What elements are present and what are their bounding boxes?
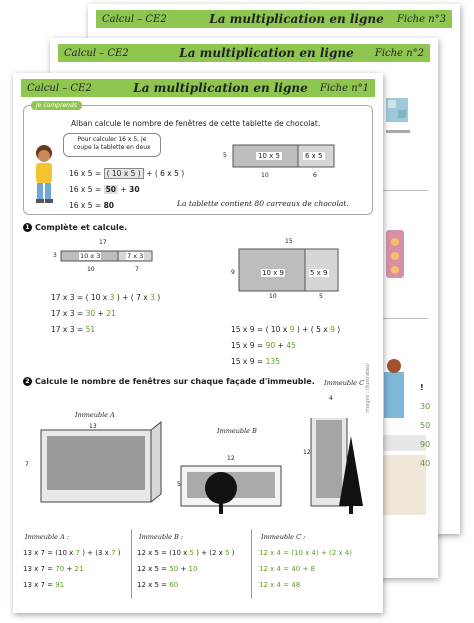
ex1a-left: 10 x 3	[80, 252, 101, 260]
answer: 135	[265, 357, 280, 366]
expr: 80	[103, 201, 115, 210]
boy-illustration	[31, 143, 57, 209]
expr: )	[157, 293, 161, 302]
intro-grid-side: 5	[223, 152, 227, 159]
side-illustrations	[380, 90, 430, 570]
expr-box: 50	[105, 185, 117, 194]
expr: +	[97, 309, 104, 318]
header-left: Calcul – CE2	[27, 82, 92, 94]
expr: +	[180, 565, 187, 573]
answer: 10	[188, 565, 198, 573]
answer: 45	[286, 341, 296, 350]
exercise-1-title	[23, 223, 127, 232]
exercise-number: 1	[23, 223, 32, 232]
expr: +	[66, 565, 73, 573]
answer: 9	[289, 325, 295, 334]
answer: 7	[111, 549, 116, 557]
answer: 5	[225, 549, 230, 557]
expr: +	[120, 185, 127, 194]
answer: 3	[150, 293, 155, 302]
exercise-title-text: Complète et calcule.	[35, 223, 128, 232]
expr: 12 x 4 =	[259, 549, 290, 557]
expr: 16 x 5 =	[69, 185, 102, 194]
expr: 13 x 7 = (10 x	[23, 549, 74, 557]
answer: 51	[85, 325, 96, 334]
ex1a-bottom-right: 7	[135, 266, 139, 273]
expr: )	[337, 325, 341, 334]
side-number: 50	[420, 421, 431, 430]
expr: 12 x 5 = (10 x	[137, 549, 188, 557]
expr: 17 x 3 = ( 10 x	[51, 293, 108, 302]
col-c-title: Immeuble C :	[261, 533, 306, 541]
header-right: Fiche n°3	[396, 13, 446, 25]
answer: 90	[265, 341, 276, 350]
header-title: La multiplication en ligne	[179, 46, 354, 60]
exercise-2-title	[23, 377, 315, 386]
intro-conclusion: La tablette contient 80 carreaux de chocolat.	[177, 199, 349, 208]
intro-line-3	[69, 201, 114, 210]
expr: ) + ( 7 x	[116, 293, 148, 302]
expr: 16 x 5 =	[69, 169, 102, 178]
ex1a-right: 7 x 3	[127, 252, 144, 260]
side-number: 90	[420, 440, 431, 449]
worksheet-front	[13, 73, 383, 613]
col-c-line-2	[259, 565, 315, 573]
header-title: La multiplication en ligne	[209, 12, 384, 26]
expr: 13 x 7 =	[23, 581, 54, 589]
building-c-top: 4	[329, 395, 333, 402]
intro-grid-left: 10 x 5	[258, 152, 280, 160]
side-number: !	[420, 383, 424, 392]
building-b-top: 12	[227, 455, 235, 462]
header-left: Calcul – CE2	[64, 47, 129, 59]
intro-line-2	[69, 185, 140, 194]
speech-bubble-text: Pour calculer 16 x 5, je coupe la tablette en deux	[73, 136, 151, 151]
col-b-line-1	[137, 549, 235, 557]
expr: 12 x 5 =	[137, 565, 168, 573]
expr: 13 x 7 =	[23, 565, 54, 573]
expr: 30	[129, 185, 140, 194]
expr: ) + (2 x	[196, 549, 223, 557]
speech-bubble	[63, 133, 161, 157]
image-credit-text: images : Illustrateur	[365, 362, 371, 413]
answer: (2 x 4)	[329, 549, 353, 557]
header-left: Calcul – CE2	[102, 13, 167, 25]
expr: ) + (3 x	[82, 549, 109, 557]
answer: 70	[55, 565, 65, 573]
column-divider	[131, 529, 132, 599]
answer: +	[320, 549, 327, 557]
column-divider	[251, 529, 252, 599]
building-c-label: Immeuble C	[324, 379, 365, 387]
answer: 60	[169, 581, 179, 589]
expr: 12 x 5 =	[137, 581, 168, 589]
header-middle	[58, 44, 430, 62]
expr: +	[146, 169, 153, 178]
header-title: La multiplication en ligne	[133, 81, 308, 95]
intro-statement: Alban calcule le nombre de fenêtres de cette tablette de chocolat.	[71, 119, 321, 128]
side-number: 30	[420, 402, 431, 411]
intro-badge	[31, 101, 82, 110]
expr: 15 x 9 =	[231, 357, 264, 366]
answer: 21	[106, 309, 116, 318]
intro-chocolate-grid	[223, 143, 338, 183]
col-b-title: Immeuble B :	[139, 533, 184, 541]
exercise-title-text: Calcule le nombre de fenêtres sur chaque façade d'immeuble.	[35, 377, 315, 386]
exercise-number: 2	[23, 377, 32, 386]
expr: 15 x 9 = ( 10 x	[231, 325, 288, 334]
answer: 3	[109, 293, 115, 302]
answer: 91	[55, 581, 65, 589]
building-b-label: Immeuble B	[217, 427, 257, 435]
ex1b-line-2	[231, 341, 296, 350]
expr: +	[277, 341, 284, 350]
answer: (10 x 4)	[291, 549, 319, 557]
answer: +	[302, 565, 309, 573]
answer: 8	[310, 565, 316, 573]
intro-grid-right: 6 x 5	[305, 152, 323, 160]
col-c-line-1	[259, 549, 352, 557]
ex1b-side: 9	[231, 269, 235, 276]
ex1a-bottom-left: 10	[87, 266, 95, 273]
ex1a-side: 3	[53, 252, 57, 259]
answer: 5	[189, 549, 194, 557]
building-b-side: 5	[177, 481, 181, 488]
expr: 15 x 9 =	[231, 341, 264, 350]
ex1a-line-1	[51, 293, 160, 302]
header-right: Fiche n°2	[374, 47, 424, 59]
building-a-top: 13	[89, 423, 97, 430]
answer: 30	[85, 309, 96, 318]
header-back	[96, 10, 452, 28]
expr: )	[117, 549, 121, 557]
answer: 50	[169, 565, 179, 573]
building-c-side: 12	[303, 449, 311, 456]
answer: 9	[330, 325, 335, 334]
answer: 21	[74, 565, 84, 573]
col-a-line-3	[23, 581, 64, 589]
answer: 12 x 4 =	[259, 565, 290, 573]
expr-box: ( 10 x 5 )	[104, 168, 144, 179]
answer: 12 x 4 =	[259, 581, 290, 589]
col-c-line-3	[259, 581, 300, 589]
ex1a-top: 17	[99, 239, 107, 246]
col-a-line-1	[23, 549, 121, 557]
ex1b-bottom-right: 5	[319, 293, 323, 300]
ex1a-line-2	[51, 309, 116, 318]
col-b-line-2	[137, 565, 197, 573]
header-right: Fiche n°1	[319, 82, 369, 94]
expr: 17 x 3 =	[51, 309, 84, 318]
expr: 16 x 5 =	[69, 201, 102, 210]
header-front	[21, 79, 375, 97]
side-thumbnails	[380, 90, 430, 570]
ex1a-line-3	[51, 325, 95, 334]
col-b-line-3	[137, 581, 178, 589]
col-a-title: Immeuble A :	[25, 533, 70, 541]
answer: 48	[291, 581, 301, 589]
building-a-label: Immeuble A	[75, 411, 115, 419]
side-numbers	[420, 378, 438, 473]
expr: )	[231, 549, 235, 557]
answer: 40	[291, 565, 301, 573]
expr: 17 x 3 =	[51, 325, 84, 334]
ex1b-left: 10 x 9	[262, 269, 284, 277]
ex1b-bottom-left: 10	[269, 293, 277, 300]
side-number: 40	[420, 459, 431, 468]
answer: 7	[75, 549, 80, 557]
intro-grid-bottom-right: 6	[313, 172, 317, 179]
col-a-line-2	[23, 565, 83, 573]
ex1b-right: 5 x 9	[310, 269, 328, 277]
ex1b-top: 15	[285, 238, 293, 245]
intro-badge-label: Je comprends	[36, 102, 77, 109]
intro-grid-bottom-left: 10	[261, 172, 269, 179]
image-credit	[365, 363, 371, 413]
buildings-illustration	[21, 418, 371, 518]
expr-box: ( 6 x 5 )	[154, 169, 185, 178]
ex1b-line-1	[231, 325, 340, 334]
expr: ) + ( 5 x	[296, 325, 328, 334]
intro-line-1	[69, 169, 184, 178]
building-a-side: 7	[25, 461, 29, 468]
ex1b-line-3	[231, 357, 280, 366]
